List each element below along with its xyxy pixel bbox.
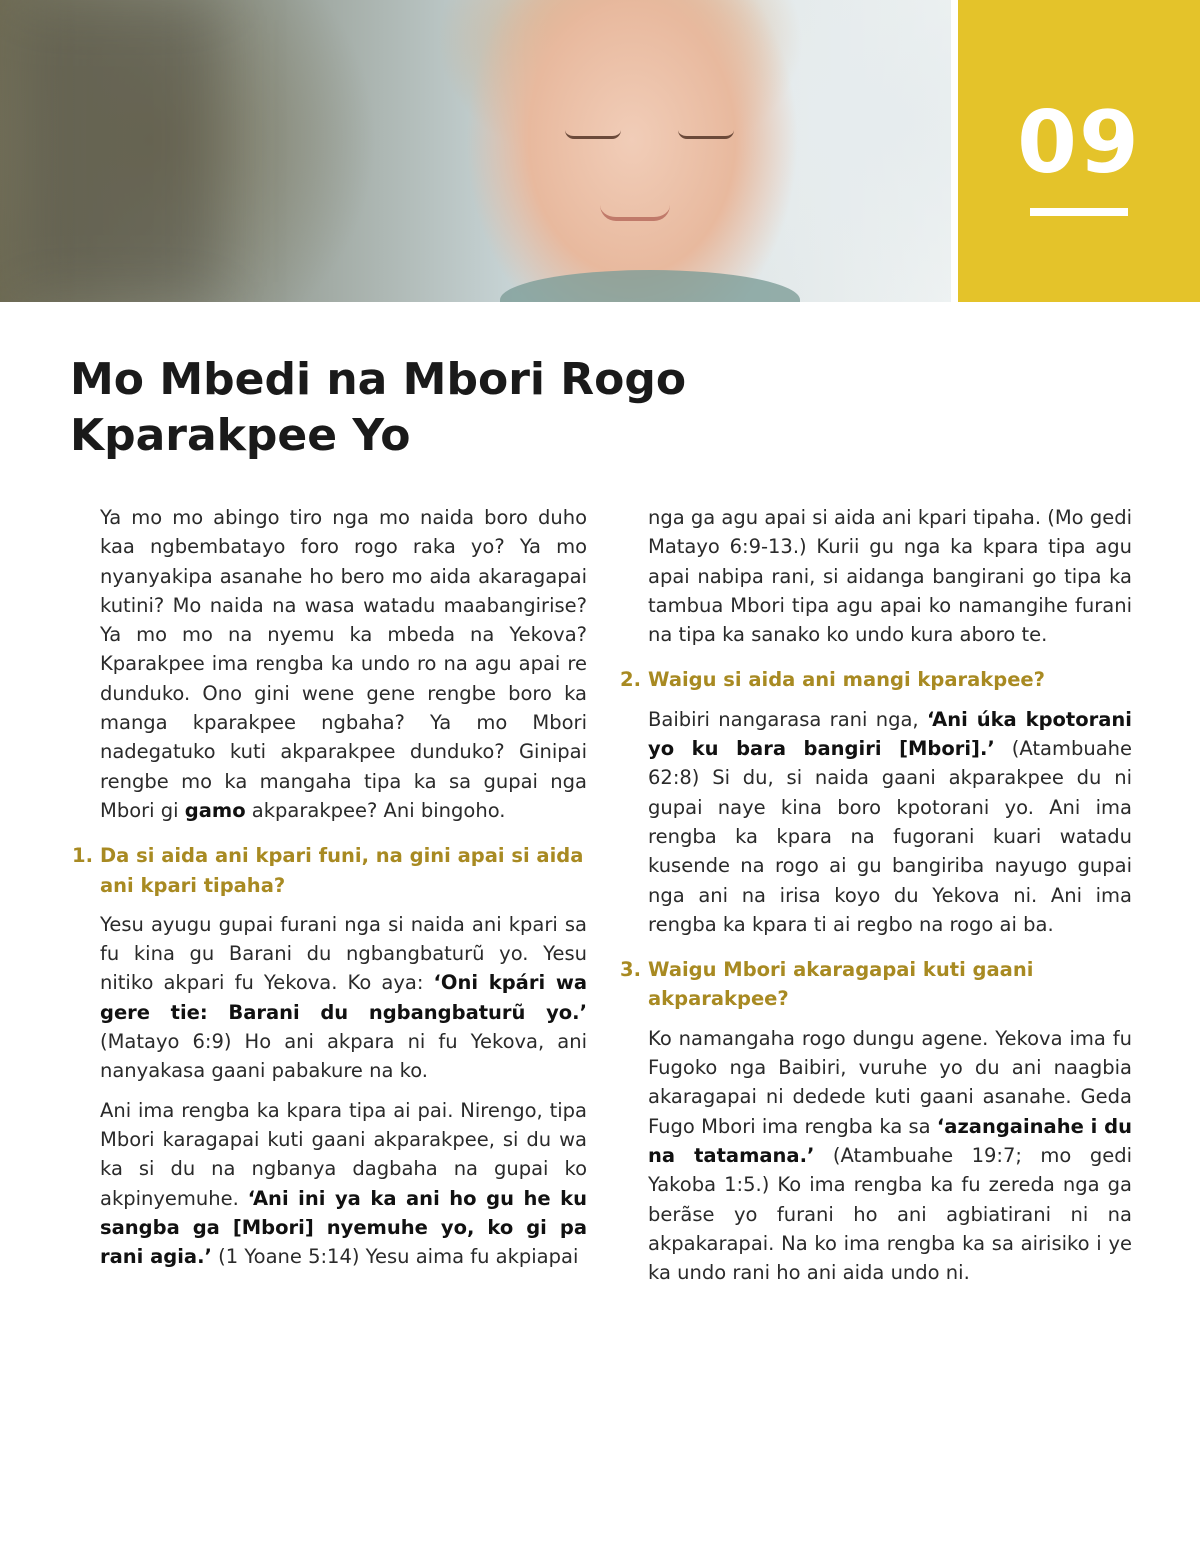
lesson-badge [958,0,1200,302]
question-2: 2. Waigu si aida ani mangi kparakpee? [620,668,1045,692]
section-1-paragraph-2: Ani ima rengba ka kpara tipa ai pai. Nirengo, tipa Mbori karagapai kuti gaani akparakpee, si du wa ka si du na ngbanya dagbaha na gupai ko akpinyemuhe. ‘Ani ini ya ka ani ho gu he ku sangba ga [Mbori] nyemuhe yo, ko gi pa rani agia.’ (1 Yoane 5:14) Yesu aima fu akpiapai [100,1098,587,1269]
column-left [72,503,587,1281]
section-1-paragraph-2-continued: nga ga agu apai si aida ani kpari tipaha. (Mo gedi Matayo 6:9-13.) Kurii gu nga ka kpara tipa agu apai nabipa rani, si aidanga bangirani go tipa ka tambua Mbori tipa agu apai ko namangihe furani na tipa ka sanako ko undo kura aboro te. [648,506,1132,647]
section-2-paragraph-1: Baibiri nangarasa rani nga, ‘Ani úka kpotorani yo ku bara bangiri [Mbori].’ (Atambuahe 62:8) Si du, si naida gaani akparakpee du ni gupai naye kina boro kpotorani yo. Ani ima rengba ka kpara na fugorani kuari watadu kusende na rogo ai gu bangiriba nayugo gupai nga ani na irisa koyo du Yekova ni. Ani ima rengba ka kpara ti ai regbo na rogo ai ba. [648,707,1132,936]
question-3: 3. Waigu Mbori akaragapai kuti gaani akparakpee? [620,958,1034,1011]
column-right [620,503,1132,1297]
badge-underline [1030,208,1128,216]
header-photo [0,0,951,302]
intro-paragraph: Ya mo mo abingo tiro nga mo naida boro duho kaa ngbembatayo foro rogo raka yo? Ya mo nyanyakipa asanahe ho bero mo aida akaragapai kutini? Mo naida na wasa watadu maabangirise? Ya mo mo na nyemu ka mbeda na Yekova? Kparakpee ima rengba ka undo ro na agu apai re dunduko. Ono gini wene gene rengbe boro ka manga kparakpee ngbaha? Ya mo Mbori nadegatuko kuti akparakpee dunduko? Ginipai rengbe mo ka mangaha tipa ka sa gupai nga Mbori gi gamo akparakpee? Ani bingoho. [100,506,587,822]
section-1-paragraph-1: Yesu ayugu gupai furani nga si naida ani kpari sa fu kina gu Barani du ngbangbaturũ yo. Yesu nitiko akpari fu Yekova. Ko aya: ‘Oni kpári wa gere tie: Barani du ngbangbaturũ yo.’ (Matayo 6:9) Ho ani akpara ni fu Yekova, ani nanyakasa gaani pabakure na ko. [100,912,587,1083]
lesson-number: 09 [1017,93,1141,193]
question-1: 1. Da si aida ani kpari funi, na gini apai si aida ani kpari tipaha? [72,844,584,897]
section-3-paragraph-1: Ko namangaha rogo dungu agene. Yekova ima fu Fugoko nga Baibiri, vuruhe yo du ani naagbia akaragapai ni dedede kuti gaani asanahe. Geda Fugo Mbori ima rengba ka sa ‘azangainahe i du na tatamana.’ (Atambuahe 19:7; mo gedi Yakoba 1:5.) Ko ima rengba ka fu zereda nga ga berãse yo furani ho ani agbiatirani ni na akpakarapai. Na ko ima rengba ka sa airisiko i ye ka undo rani ho ani aida undo ni. [648,1026,1132,1285]
page-title: Mo Mbedi na Mbori Rogo Kparakpee Yo [70,354,687,461]
